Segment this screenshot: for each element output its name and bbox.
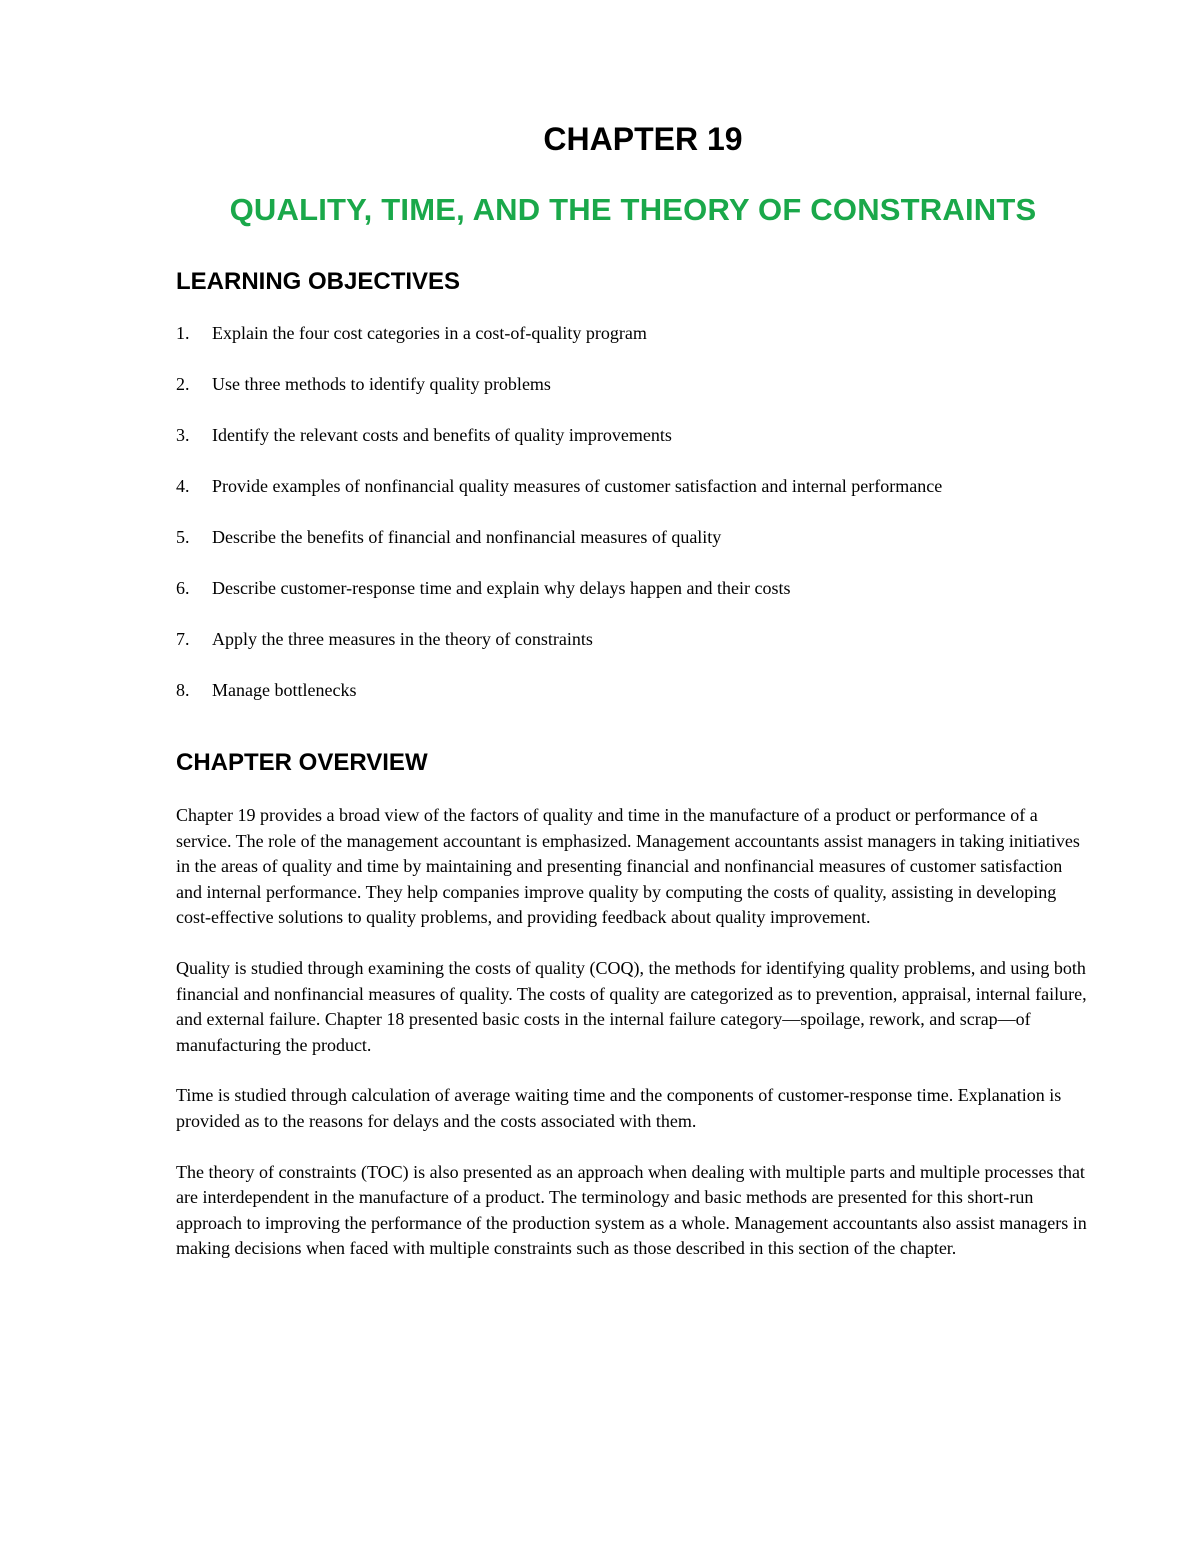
list-item-text: Apply the three measures in the theory of constraints: [212, 629, 593, 649]
chapter-overview-heading: CHAPTER OVERVIEW: [176, 749, 428, 776]
overview-paragraph: Chapter 19 provides a broad view of the factors of quality and time in the manufacture of a product or performance of a service. The role of the management accountant is emphasized. Management accountants assist managers in taking initiatives in the areas of quality and time by maintaining and presenting financial and nonfinancial measures of customer satisfaction and internal performance. They help companies improve quality by computing the costs of quality, assisting in developing cost-effective solutions to quality problems, and providing feedback about quality improvement.: [176, 805, 1080, 928]
list-item: [176, 526, 1090, 548]
list-item-text: Manage bottlenecks: [212, 680, 357, 700]
list-item: [176, 475, 1090, 497]
list-item-text: Identify the relevant costs and benefits of quality improvements: [212, 425, 672, 445]
list-item-text: Describe the benefits of financial and nonfinancial measures of quality: [212, 527, 722, 547]
list-item-number: 3.: [176, 425, 190, 445]
list-item-text: Use three methods to identify quality problems: [212, 374, 551, 394]
list-item: [176, 322, 1090, 344]
list-item-number: 5.: [176, 527, 190, 547]
list-item: [176, 679, 1090, 701]
list-item: [176, 628, 1090, 650]
overview-paragraph: Time is studied through calculation of average waiting time and the components of customer-response time. Explanation is provided as to the reasons for delays and the costs associated with them.: [176, 1085, 1062, 1131]
learning-objectives-list: [176, 322, 1090, 701]
chapter-number: CHAPTER 19: [543, 121, 743, 157]
learning-objectives-heading: LEARNING OBJECTIVES: [176, 268, 461, 295]
list-item-number: 4.: [176, 476, 190, 496]
list-item: [176, 373, 1090, 395]
overview-paragraph: Quality is studied through examining the costs of quality (COQ), the methods for identifying quality problems, and using both financial and nonfinancial measures of quality. The costs of quality are categorized as to prevention, appraisal, internal failure, and external failure. Chapter 18 presented basic costs in the internal failure category—spoilage, rework, and scrap—of manufacturing the product.: [176, 957, 1087, 1055]
overview-paragraph: The theory of constraints (TOC) is also presented as an approach when dealing with multiple parts and multiple processes that are interdependent in the manufacture of a product. The terminology and basic methods are presented for this short-run approach to improving the performance of the production system as a whole. Management accountants also assist managers in making decisions when faced with multiple constraints such as those described in this section of the chapter.: [176, 1161, 1087, 1259]
list-item: [176, 577, 1090, 599]
list-item-text: Describe customer-response time and explain why delays happen and their costs: [212, 578, 791, 598]
list-item-number: 2.: [176, 374, 190, 394]
list-item-number: 8.: [176, 680, 190, 700]
list-item-text: Explain the four cost categories in a cost-of-quality program: [212, 323, 647, 343]
list-item-text: Provide examples of nonfinancial quality measures of customer satisfaction and internal performance: [212, 476, 943, 496]
list-item-number: 7.: [176, 629, 190, 649]
list-item-number: 6.: [176, 578, 190, 598]
chapter-title: QUALITY, TIME, AND THE THEORY OF CONSTRAINTS: [229, 192, 1037, 227]
list-item-number: 1.: [176, 323, 190, 343]
list-item: [176, 424, 1090, 446]
